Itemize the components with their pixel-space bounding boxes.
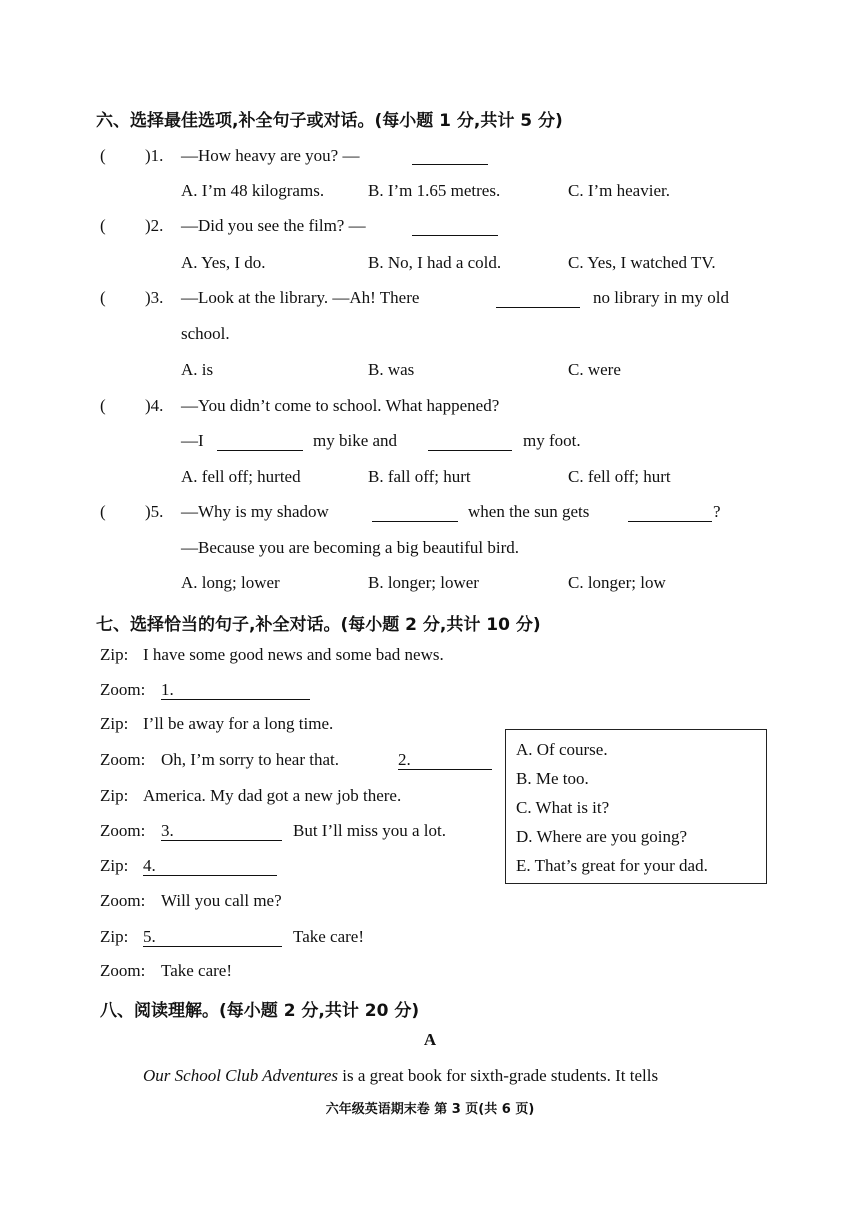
choice-a: A. Of course. bbox=[516, 740, 608, 759]
answer-paren[interactable]: ( bbox=[100, 216, 106, 235]
dialogue-text: I’ll be away for a long time. bbox=[143, 714, 334, 733]
blank-number: 2. bbox=[398, 750, 411, 769]
option-c: C. were bbox=[568, 360, 621, 379]
question-stem-cont: school. bbox=[181, 324, 230, 343]
choice-c: C. What is it? bbox=[516, 798, 610, 817]
option-b: B. fall off; hurt bbox=[368, 467, 471, 486]
answer-blank[interactable] bbox=[428, 449, 512, 451]
answer-paren[interactable]: ( bbox=[100, 146, 106, 165]
blank-number: 3. bbox=[161, 821, 174, 840]
blank-number: 4. bbox=[143, 856, 156, 875]
dialogue-text: Take care! bbox=[293, 927, 364, 946]
question-stem-cont: ? bbox=[713, 502, 721, 521]
option-c: C. Yes, I watched TV. bbox=[568, 253, 716, 272]
option-b: B. was bbox=[368, 360, 415, 379]
option-a: A. I’m 48 kilograms. bbox=[181, 181, 325, 200]
passage-label: A bbox=[423, 1030, 437, 1049]
choice-e: E. That’s great for your dad. bbox=[516, 856, 708, 875]
question-stem-cont: no library in my old bbox=[593, 288, 729, 307]
question-stem: —You didn’t come to school. What happened? bbox=[181, 396, 500, 415]
choice-b: B. Me too. bbox=[516, 769, 589, 788]
option-c: C. I’m heavier. bbox=[568, 181, 670, 200]
passage-text: is a great book for sixth-grade students. It tells bbox=[342, 1066, 659, 1085]
speaker: Zoom: bbox=[100, 680, 146, 699]
speaker: Zoom: bbox=[100, 750, 146, 769]
dialogue-text: Take care! bbox=[161, 961, 232, 980]
answer-blank[interactable] bbox=[412, 163, 488, 165]
answer-blank[interactable] bbox=[412, 234, 498, 236]
speaker: Zoom: bbox=[100, 821, 146, 840]
answer-blank[interactable] bbox=[217, 449, 303, 451]
question-stem-cont: my foot. bbox=[523, 431, 581, 450]
blank-number: 5. bbox=[143, 927, 156, 946]
answer-blank[interactable] bbox=[143, 874, 277, 876]
answer-blank[interactable] bbox=[161, 698, 310, 700]
speaker: Zip: bbox=[100, 786, 129, 805]
speaker: Zoom: bbox=[100, 891, 146, 910]
option-b: B. No, I had a cold. bbox=[368, 253, 502, 272]
answer-blank[interactable] bbox=[398, 768, 492, 770]
answer-paren[interactable]: ( bbox=[100, 502, 106, 521]
answer-blank[interactable] bbox=[496, 306, 580, 308]
question-number: )3. bbox=[145, 288, 164, 307]
page-footer: 六年级英语期末卷 第 3 页(共 6 页) bbox=[325, 1102, 535, 1117]
answer-blank[interactable] bbox=[372, 520, 458, 522]
dialogue-text: Oh, I’m sorry to hear that. bbox=[161, 750, 339, 769]
passage-first-line bbox=[143, 1066, 658, 1086]
section-7-heading: 七、选择恰当的句子,补全对话。(每小题 2 分,共计 10 分) bbox=[96, 615, 541, 635]
option-a: A. long; lower bbox=[181, 573, 280, 592]
option-b: B. longer; lower bbox=[368, 573, 479, 592]
choice-d: D. Where are you going? bbox=[516, 827, 688, 846]
question-stem-cont: —I bbox=[181, 431, 204, 450]
option-a: A. fell off; hurted bbox=[181, 467, 301, 486]
dialogue-text: Will you call me? bbox=[161, 891, 282, 910]
answer-blank[interactable] bbox=[161, 839, 282, 841]
section-6-heading: 六、选择最佳选项,补全句子或对话。(每小题 1 分,共计 5 分) bbox=[96, 111, 563, 131]
question-number: )2. bbox=[145, 216, 164, 235]
answer-paren[interactable]: ( bbox=[100, 396, 106, 415]
question-stem-cont: my bike and bbox=[313, 431, 398, 450]
question-number: )4. bbox=[145, 396, 164, 415]
book-title: Our School Club Adventures bbox=[143, 1066, 339, 1085]
speaker: Zip: bbox=[100, 856, 129, 875]
blank-number: 1. bbox=[161, 680, 174, 699]
option-a: A. Yes, I do. bbox=[181, 253, 266, 272]
dialogue-text: But I’ll miss you a lot. bbox=[293, 821, 446, 840]
dialogue-text: I have some good news and some bad news. bbox=[143, 645, 444, 664]
question-stem: —Did you see the film? — bbox=[181, 216, 366, 235]
option-c: C. fell off; hurt bbox=[568, 467, 671, 486]
speaker: Zip: bbox=[100, 645, 129, 664]
section-8-heading: 八、阅读理解。(每小题 2 分,共计 20 分) bbox=[100, 1001, 420, 1021]
answer-blank[interactable] bbox=[628, 520, 712, 522]
answer-blank[interactable] bbox=[143, 945, 282, 947]
question-number: )1. bbox=[145, 146, 164, 165]
question-stem-cont: when the sun gets bbox=[468, 502, 590, 521]
speaker: Zoom: bbox=[100, 961, 146, 980]
question-stem: —Why is my shadow bbox=[181, 502, 329, 521]
speaker: Zip: bbox=[100, 927, 129, 946]
choice-box bbox=[505, 729, 767, 884]
option-c: C. longer; low bbox=[568, 573, 666, 592]
question-stem-cont: —Because you are becoming a big beautiful bird. bbox=[181, 538, 519, 557]
question-stem: —How heavy are you? — bbox=[181, 146, 360, 165]
speaker: Zip: bbox=[100, 714, 129, 733]
option-b: B. I’m 1.65 metres. bbox=[368, 181, 501, 200]
question-stem: —Look at the library. —Ah! There bbox=[181, 288, 420, 307]
option-a: A. is bbox=[181, 360, 214, 379]
dialogue-text: America. My dad got a new job there. bbox=[143, 786, 402, 805]
question-number: )5. bbox=[145, 502, 164, 521]
answer-paren[interactable]: ( bbox=[100, 288, 106, 307]
